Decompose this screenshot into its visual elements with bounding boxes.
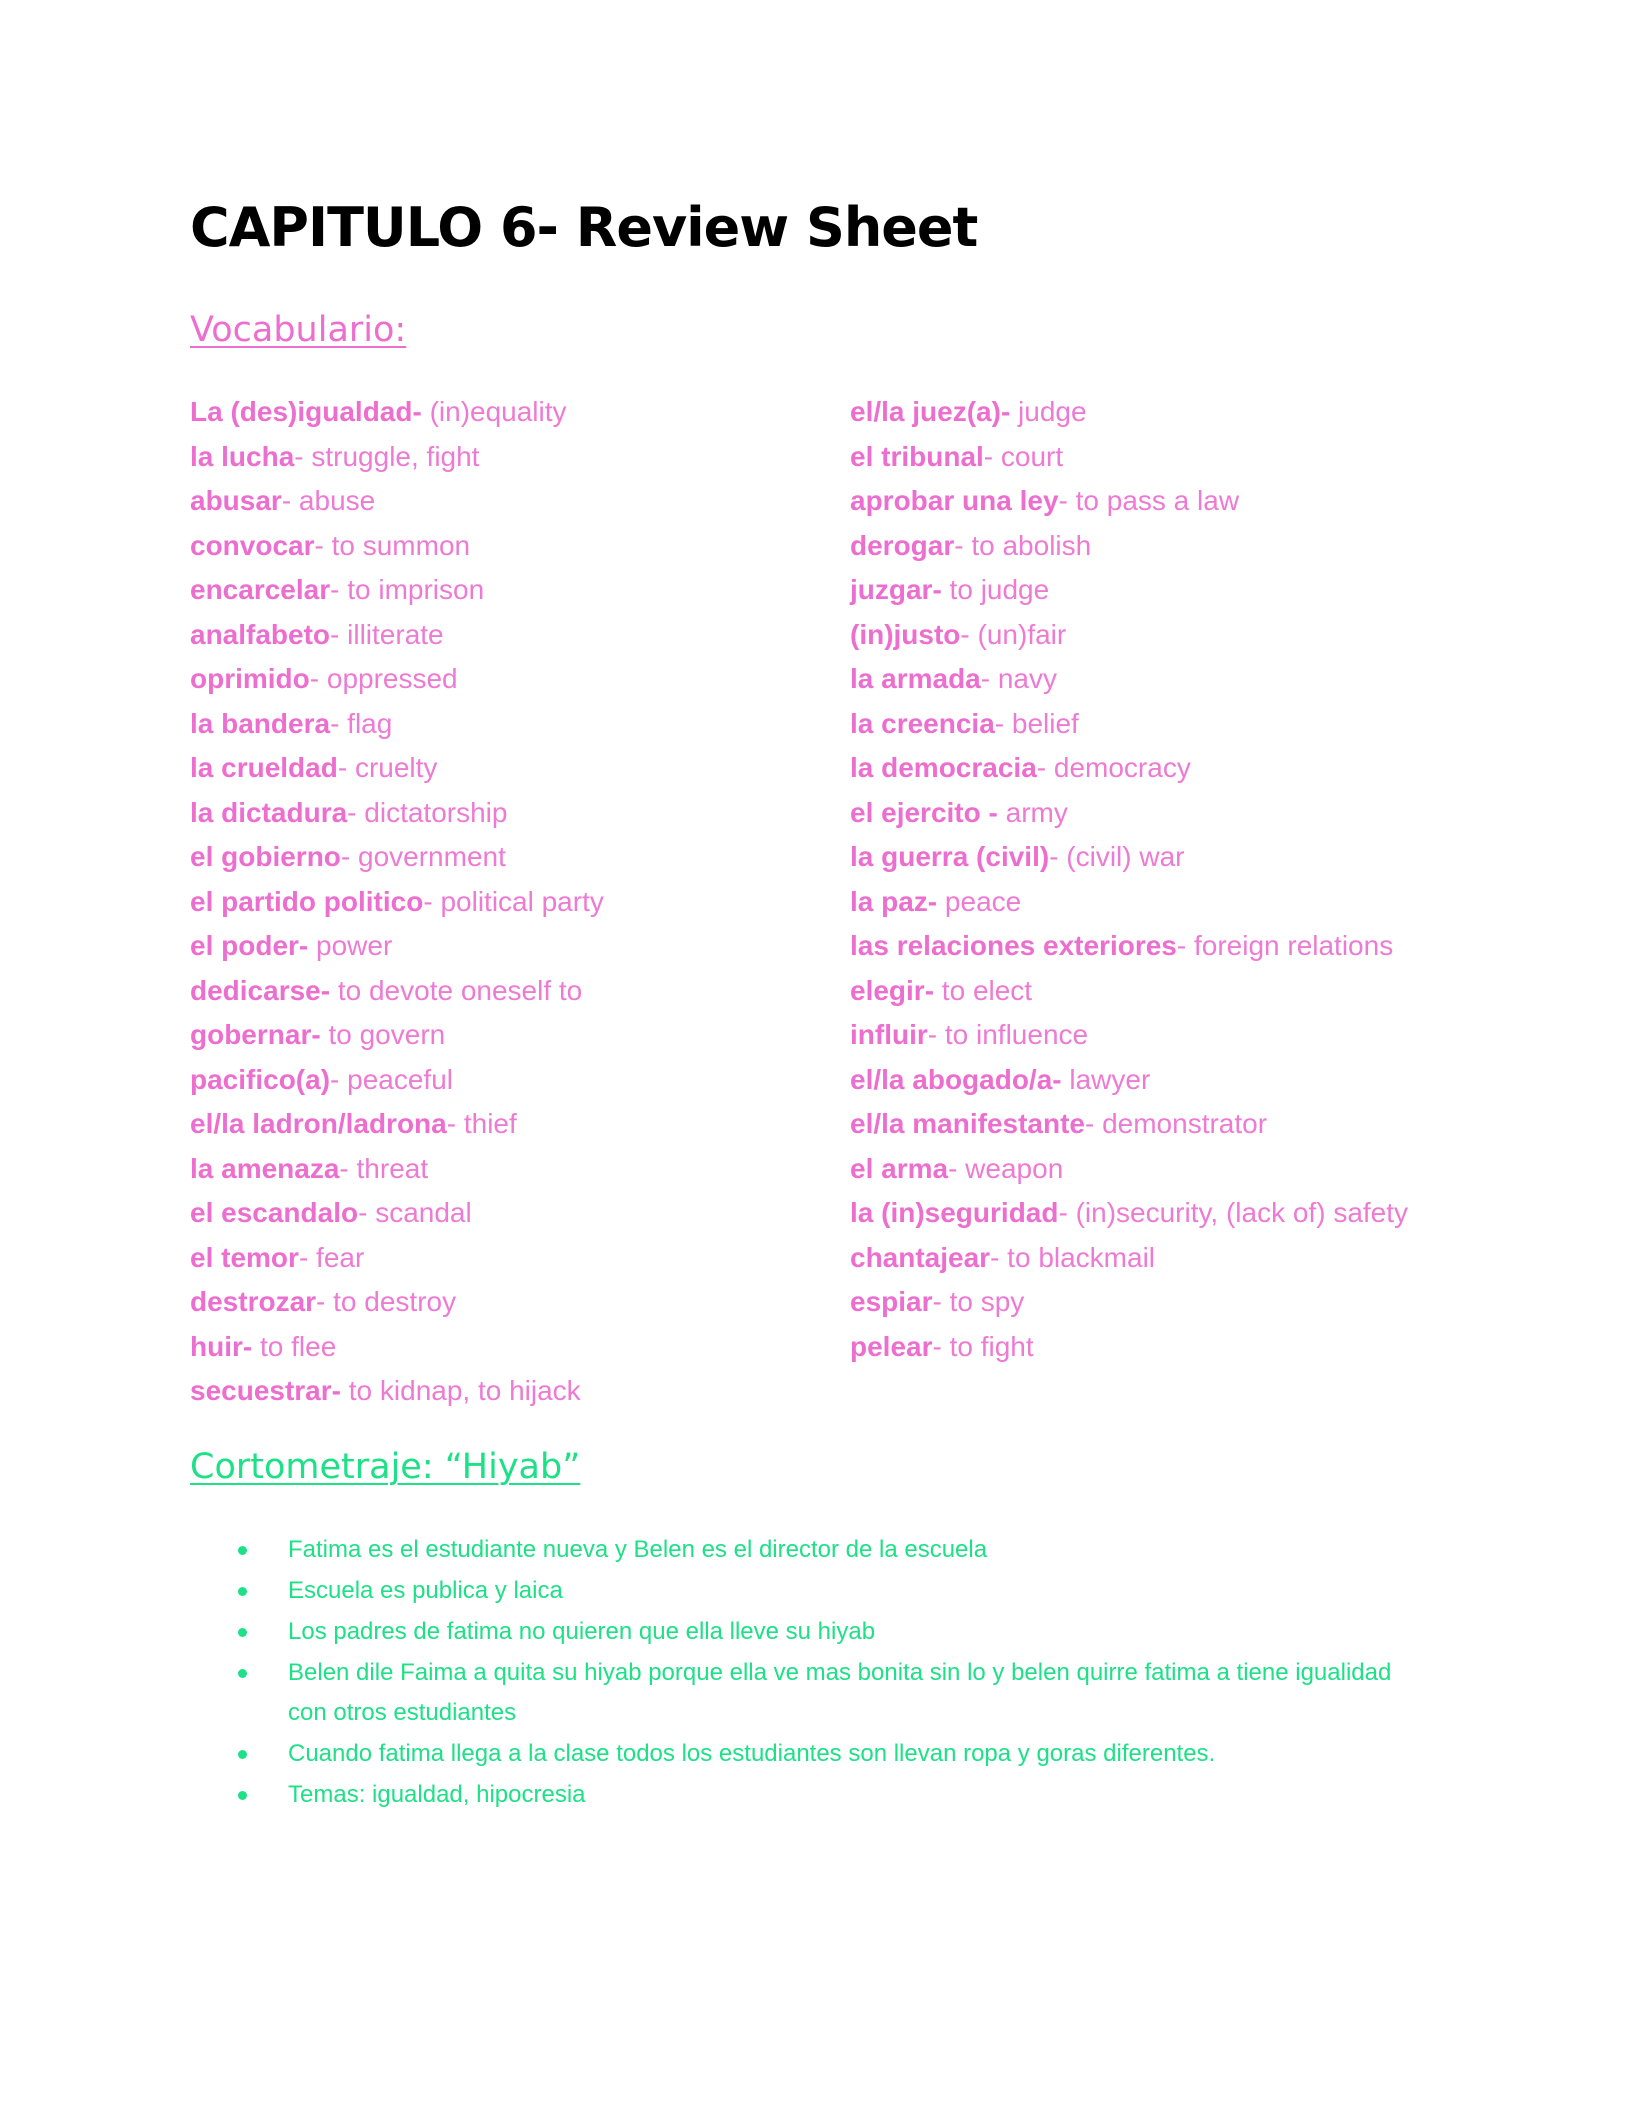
vocab-item [850,1280,1408,1325]
vocab-term: el arma [850,1152,949,1184]
vocab-term: la (in)seguridad [850,1197,1059,1228]
vocab-item [190,390,604,435]
vocab-term: el poder- [190,930,309,961]
vocab-item [190,702,604,747]
vocab-definition: judge [1010,396,1087,427]
vocab-item [190,791,604,836]
vocab-term: encarcelar [190,574,331,605]
vocab-item [190,613,604,658]
vocab-definition: - to spy [932,1286,1025,1317]
vocab-definition: - belief [994,707,1079,739]
vocab-item [190,524,604,569]
vocab-definition: - political party [423,885,604,917]
bullet-text: Cuando fatima llega a la clase todos los estudiantes son llevan ropa y goras diferentes. [288,1740,1216,1767]
vocab-item [190,479,604,524]
vocab-item [190,835,604,880]
vocab-item [190,1369,604,1414]
vocab-item [190,1102,604,1147]
vocab-definition: army [997,796,1068,828]
bullet-dot-icon [238,1669,247,1678]
vocab-definition: - cruelty [337,752,438,783]
bullet-text: Belen dile Faima a quita su hiyab porque ella ve mas bonita sin lo y belen quirre fatima a tiene igualidad con otros estudiantes [288,1659,1392,1726]
vocab-definition: power [308,930,393,961]
cortometraje-bullet [238,1653,1428,1733]
vocab-item [850,1147,1408,1192]
vocab-term: la dictadura [190,796,348,828]
vocab-definition: - thief [446,1108,517,1139]
vocab-term: el escandalo [190,1197,359,1228]
vocab-definition: - court [983,440,1064,472]
vocab-term: gobernar- [190,1019,321,1050]
vocab-item [190,568,604,613]
vocab-item [190,1325,604,1370]
vocab-definition: to govern [320,1019,446,1050]
bullet-text: Temas: igualdad, hipocresia [288,1781,586,1808]
vocab-item [850,1236,1408,1281]
vocab-item [850,524,1408,569]
vocab-term: las relaciones exteriores [850,930,1177,961]
vocab-item [190,1236,604,1281]
vocab-definition: - demonstrator [1084,1108,1268,1139]
vocab-item [850,835,1408,880]
vocab-term: la bandera [190,707,331,739]
bullet-text: Fatima es el estudiante nueva y Belen es el director de la escuela [288,1536,988,1563]
vocab-definition: - to abolish [954,529,1092,561]
vocab-definition: - (un)fair [960,618,1067,650]
vocab-item [190,1147,604,1192]
page-title: CAPITULO 6- Review Sheet [190,196,978,259]
vocab-term: el partido politico [190,885,424,917]
vocab-definition: - weapon [948,1152,1064,1184]
vocab-item [850,1058,1408,1103]
vocab-term: dedicarse- [190,974,331,1006]
vocab-definition: - government [340,841,506,872]
vocab-definition: - oppressed [309,663,458,694]
vocab-definition: lawyer [1061,1063,1151,1095]
vocab-term: aprobar una ley [850,485,1059,516]
vocab-list-left [190,390,604,1414]
vocab-definition: - illiterate [330,618,444,650]
vocab-item [850,1325,1408,1370]
vocab-definition: - dictatorship [347,796,508,828]
vocab-definition: - threat [339,1152,429,1184]
vocab-term: el/la manifestante [850,1108,1085,1139]
vocab-definition: - to imprison [330,574,485,605]
vocab-term: chantajear [850,1241,991,1273]
vocab-definition: - to influence [927,1019,1089,1050]
vocab-definition: - flag [330,707,393,739]
vocab-definition: to elect [934,974,1033,1006]
vocab-definition: to judge [941,574,1050,605]
vocab-term: juzgar- [850,574,942,605]
vocab-definition: - to fight [932,1330,1034,1362]
vocab-item [190,1058,604,1103]
vocab-term: la creencia [850,707,995,739]
vocab-definition: - foreign relations [1176,930,1394,961]
cortometraje-bullet [238,1530,1428,1570]
vocab-item [850,702,1408,747]
bullet-dot-icon [238,1791,247,1800]
vocab-term: la armada [850,663,981,694]
vocab-term: el ejercito - [850,796,998,828]
cortometraje-bullet [238,1734,1428,1774]
vocab-item [850,613,1408,658]
vocab-term: pelear [850,1330,933,1362]
vocab-definition: - (in)security, (lack of) safety [1058,1197,1409,1228]
vocab-item [190,1191,604,1236]
vocab-definition: - democracy [1036,752,1191,783]
vocab-term: espiar [850,1286,933,1317]
vocab-definition: - fear [298,1241,365,1273]
vocab-item [190,880,604,925]
vocab-term: convocar [190,529,315,561]
bullet-text: Los padres de fatima no quieren que ella lleve su hiyab [288,1618,876,1645]
vocab-term: la guerra (civil) [850,841,1050,872]
vocab-item [850,880,1408,925]
vocab-term: la amenaza [190,1152,340,1184]
vocab-term: el temor [190,1241,299,1273]
vocab-item [190,969,604,1014]
vocab-term: la lucha [190,440,295,472]
vocab-definition: - to blackmail [990,1241,1156,1273]
vocab-item [850,390,1408,435]
vocab-item [190,746,604,791]
vocab-term: el gobierno [190,841,341,872]
vocab-term: el/la juez(a)- [850,396,1011,427]
vocab-item [190,435,604,480]
vocab-item [850,1191,1408,1236]
vocab-item [190,657,604,702]
vocab-definition: - to destroy [316,1286,457,1317]
vocab-term: la democracia [850,752,1037,783]
vocab-term: huir- [190,1330,253,1362]
vocab-definition: - (civil) war [1049,841,1185,872]
vocab-term: (in)justo [850,618,961,650]
bullet-dot-icon [238,1750,247,1759]
vocab-term: abusar [190,485,282,516]
vocab-term: La (des)igualdad- [190,396,422,427]
vocab-item [850,746,1408,791]
vocab-definition: - struggle, fight [294,440,480,472]
vocab-item [850,479,1408,524]
vocab-term: secuestrar- [190,1375,341,1406]
vocab-term: derogar [850,529,955,561]
vocab-term: oprimido [190,663,310,694]
vocab-term: la crueldad [190,752,338,783]
bullet-dot-icon [238,1587,247,1596]
vocab-item [850,791,1408,836]
vocab-item [850,969,1408,1014]
cortometraje-bullet [238,1775,1428,1815]
vocab-term: el tribunal [850,440,984,472]
vocab-term: elegir- [850,974,935,1006]
vocab-definition: (in)equality [421,396,567,427]
vocab-definition: peace [937,885,1022,917]
vocab-term: destrozar [190,1286,317,1317]
vocab-item [850,568,1408,613]
vocab-item [850,1013,1408,1058]
cortometraje-bullet [238,1612,1428,1652]
cortometraje-bullet-list [238,1530,1428,1816]
vocab-term: analfabeto [190,618,331,650]
cortometraje-bullet [238,1571,1428,1611]
vocab-term: el/la abogado/a- [850,1063,1062,1095]
vocab-definition: to kidnap, to hijack [340,1375,581,1406]
vocab-definition: - to summon [314,529,471,561]
vocab-item [850,1102,1408,1147]
vocab-term: el/la ladron/ladrona [190,1108,447,1139]
bullet-text: Escuela es publica y laica [288,1577,563,1604]
vocab-definition: - navy [980,663,1057,694]
vocab-item [190,924,604,969]
vocab-definition: - peaceful [330,1063,453,1095]
vocab-item [190,1013,604,1058]
vocab-term: la paz- [850,885,938,917]
vocab-item [190,1280,604,1325]
bullet-dot-icon [238,1546,247,1555]
vocab-definition: - to pass a law [1058,485,1240,516]
vocab-term: pacifico(a) [190,1063,331,1095]
cortometraje-heading: Cortometraje: “Hiyab” [190,1447,581,1487]
vocab-item [850,657,1408,702]
vocab-list-right [850,390,1408,1369]
vocab-item [850,435,1408,480]
vocab-item [850,924,1408,969]
bullet-dot-icon [238,1628,247,1637]
vocab-definition: - scandal [358,1197,472,1228]
vocab-definition: - abuse [281,485,376,516]
vocabulario-heading: Vocabulario: [190,310,407,350]
vocab-definition: to devote oneself to [330,974,583,1006]
vocab-definition: to flee [252,1330,337,1362]
vocab-term: influir [850,1019,928,1050]
